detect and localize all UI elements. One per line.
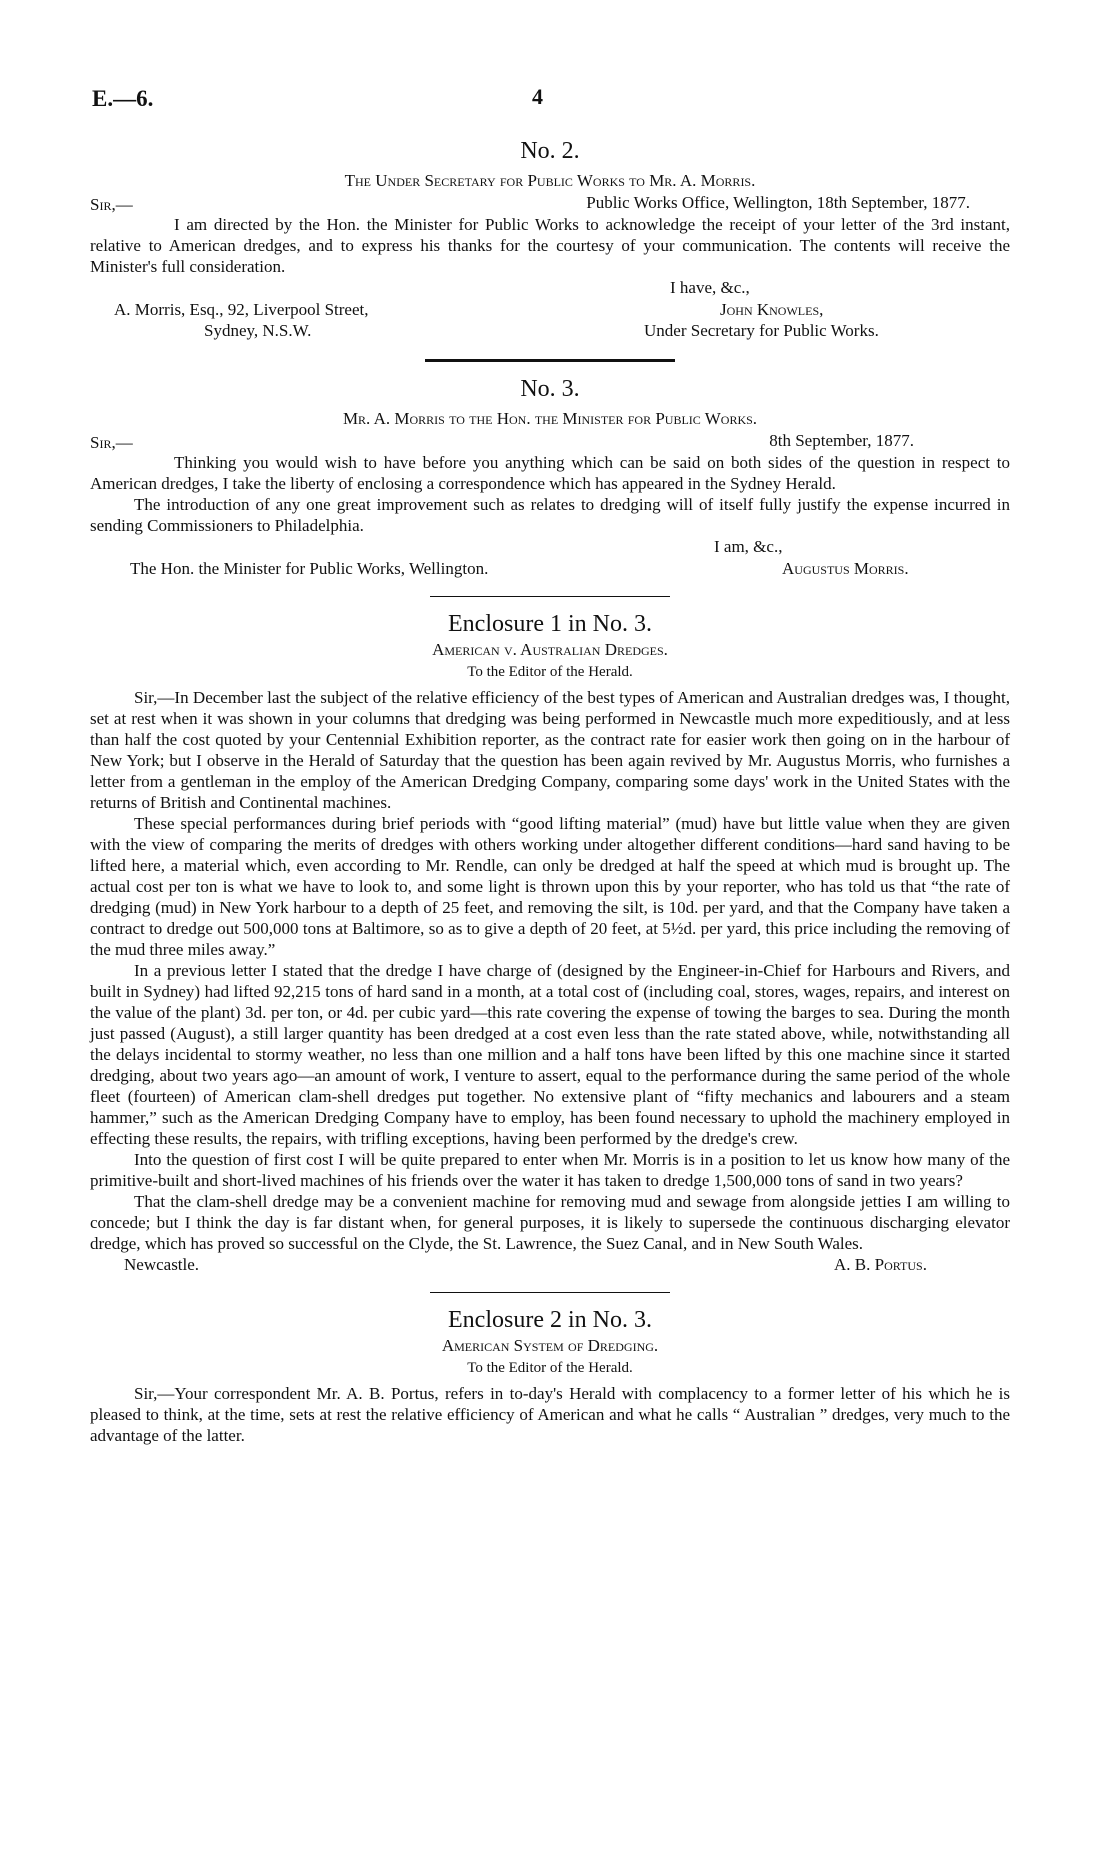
enclosure-subtitle: American System of Dredging. xyxy=(441,1336,659,1355)
salutation: Sir,— xyxy=(90,433,133,452)
place-signature-row xyxy=(90,1254,1010,1276)
enclosure-paragraph-2: These special performances during brief periods with “good lifting material” (mud) have but little value when they are given with the view of comparing the merits of dredges with others working under altogether different conditions—hard sand having to be lifted here, a material which, even according to Mr. Rendle, can only be dredged at half the speed at which mud is brought up. The actual cost per ton is what we have to look to, and some light is thrown upon this by your reporter, who has told us that “the rate of dredging (mud) in New York harbour to a depth of 25 feet, and removing the silt, is 10d. per yard, and that the Company have taken a contract to dredge out 500,000 tons at Baltimore, so as to give a depth of 20 feet, at 5½d. per yard, this price including the removing of the mud three miles away.” xyxy=(90,814,1010,959)
enclosure-paragraph-3: In a previous letter I stated that the dredge I have charge of (designed by the Engineer-in-Chief for Harbours and Rivers, and built in Sydney) had lifted 92,215 tons of hard sand in a month, at a total cost of (including coal, stores, wages, repairs, and interest on the value of the plant) 3d. per ton, or 4d. per cubic yard—this rate covering the expense of towing the barges to sea. During the month just passed (August), a still larger quantity has been dredged at a cost even less than the rate stated above, while, notwithstanding all the delays incidental to stormy weather, no less than one million and a half tons have been lifted by this one machine since it started dredging, about two years ago—an amount of work, I venture to assert, equal to the performance during the same period of the whole fleet (fourteen) of American clam-shell dredges put together. No extensive plant of “fifty mechanics and labourers and a steam hammer,” such as the American Dredging Company have to employ, has been found necessary to uphold the machinery employed in effecting these results, the repairs, with trifling exceptions, having been performed by the dredge's crew. xyxy=(90,961,1010,1148)
address-signature-block xyxy=(90,299,1010,343)
closing: I am, &c., xyxy=(714,537,783,556)
enclosure-title: Enclosure 1 in No. 3. xyxy=(448,611,652,637)
enclosure-paragraph-4: Into the question of first cost I will be quite prepared to enter when Mr. Morris is in a position to let us know how many of the primitive-built and short-lived machines of his friends over the water it has taken to dredge 1,500,000 tons of sand in two years? xyxy=(90,1150,1010,1190)
letter-number: No. 2. xyxy=(520,138,580,164)
enclosure-subtitle: American v. Australian Dredges. xyxy=(432,640,668,659)
salutation-row xyxy=(90,192,1010,214)
page-number: 4 xyxy=(532,84,543,109)
letter-heading: Mr. A. Morris to the Hon. the Minister for Public Works. xyxy=(342,409,758,428)
enclosure-paragraph-1: Sir,—Your correspondent Mr. A. B. Portus, refers in to-day's Herald with complacency to a former letter of his which he is pleased to think, at the time, sets at rest the relative efficiency of American and what he calls “ Australian ” dredges, very much to the advantage of the latter. xyxy=(90,1384,1010,1445)
enclosure-addressee: To the Editor of the Herald. xyxy=(467,1360,633,1376)
letter-place: Newcastle. xyxy=(124,1255,200,1274)
letter-heading: The Under Secretary for Public Works to Mr. A. Morris. xyxy=(344,171,756,190)
enclosure-addressee: To the Editor of the Herald. xyxy=(467,664,633,680)
closing-row xyxy=(90,536,1010,558)
page-content xyxy=(90,130,1010,1446)
section-divider xyxy=(430,596,670,597)
closing: I have, &c., xyxy=(670,278,750,297)
place-date: Public Works Office, Wellington, 18th September, 1877. xyxy=(586,193,970,212)
closing-row xyxy=(90,277,1010,299)
section-divider xyxy=(425,359,675,362)
section-divider xyxy=(430,1292,670,1293)
salutation: Sir,— xyxy=(90,195,133,214)
address-signature-row xyxy=(90,558,1010,580)
enclosure-paragraph-5: That the clam-shell dredge may be a convenient machine for removing mud and sewage from alongside jetties I am willing to concede; but I think the day is far distant when, for general purposes, it is likely to supersede the continuous discharging elevator dredge, which has proved so successful on the Clyde, the St. Lawrence, the Suez Canal, and in New South Wales. xyxy=(90,1192,1010,1253)
letter-body: I am directed by the Hon. the Minister for Public Works to acknowledge the receipt of your letter of the 3rd instant, relative to American dredges, and to express his thanks for the courtesy of your communication. The contents will receive the Minister's full consideration. xyxy=(90,215,1010,276)
signature: Augustus Morris. xyxy=(782,559,909,578)
letter-no-2 xyxy=(90,136,1010,343)
letter-no-3 xyxy=(90,374,1010,580)
addressee-line-2: Sydney, N.S.W. xyxy=(204,321,312,340)
enclosure-1 xyxy=(90,609,1010,1276)
signature: A. B. Portus. xyxy=(834,1255,927,1274)
addressee: The Hon. the Minister for Public Works, Wellington. xyxy=(130,559,489,578)
letter-paragraph-2: The introduction of any one great improvement such as relates to dredging will of itself fully justify the expense incurred in sending Commissioners to Philadelphia. xyxy=(90,495,1010,535)
salutation-row xyxy=(90,430,1010,452)
addressee-line-1: A. Morris, Esq., 92, Liverpool Street, xyxy=(114,300,369,319)
enclosure-paragraph-1: Sir,—In December last the subject of the relative efficiency of the best types of American and Australian dredges was, I thought, set at rest when it was shown in your columns that dredging was being performed in Newcastle much more expeditiously, and at less than half the cost quoted by your Centennial Exhibition reporter, as the contract rate for easier work then going on in the harbour of New York; but I observe in the Herald of Saturday that the question has been again revived by Mr. Augustus Morris, who furnishes a letter from a gentleman in the employ of the American Dredging Company, comparing some days' work in the United States with the returns of British and Continental machines. xyxy=(90,688,1010,812)
letter-date: 8th September, 1877. xyxy=(769,431,914,450)
paper-reference: E.—6. xyxy=(92,86,154,111)
enclosure-2 xyxy=(90,1305,1010,1446)
letter-number: No. 3. xyxy=(520,376,580,402)
signature-name: John Knowles, xyxy=(720,300,824,319)
letter-paragraph-1: Thinking you would wish to have before you anything which can be said on both sides of the question in respect to American dredges, I take the liberty of enclosing a correspondence which has appeared in the Sydney Herald. xyxy=(90,453,1010,493)
enclosure-title: Enclosure 2 in No. 3. xyxy=(448,1307,652,1333)
signature-title: Under Secretary for Public Works. xyxy=(644,321,879,340)
